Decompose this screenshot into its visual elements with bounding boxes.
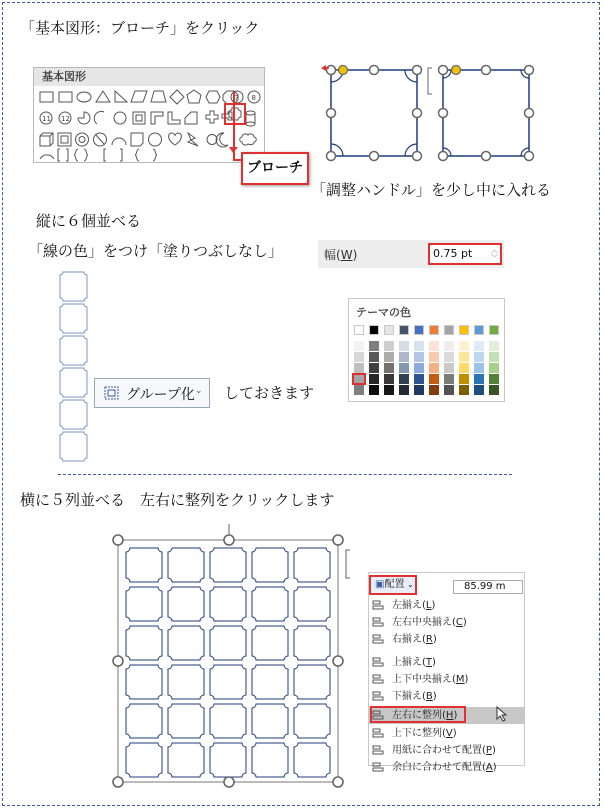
- menu-item-label: 上揃え(T): [392, 657, 436, 668]
- align-icon: [372, 761, 384, 773]
- color-swatch[interactable]: [459, 325, 469, 335]
- color-swatch[interactable]: [399, 385, 409, 395]
- grid-shape: [126, 743, 162, 777]
- color-swatch[interactable]: [459, 363, 469, 373]
- grid-shape: [252, 587, 288, 621]
- plus-icon: [206, 111, 218, 123]
- menu-item-2[interactable]: [369, 631, 524, 648]
- adjust-handle-note: 「調整ハンドル」を少し中に入れる: [311, 181, 552, 199]
- menu-item-label: 用紙に合わせて配置(P): [392, 745, 496, 756]
- trapezoid-icon: [151, 91, 166, 102]
- grid-shape: [294, 587, 330, 621]
- grid-shape: [126, 704, 162, 738]
- grid-shape: [168, 743, 204, 777]
- color-swatch[interactable]: [414, 325, 424, 335]
- align-icon: [372, 616, 384, 628]
- menu-item-label: 余白に合わせて配置(A): [392, 762, 497, 773]
- color-swatch[interactable]: [444, 385, 454, 395]
- color-swatch[interactable]: [444, 341, 454, 351]
- color-swatch[interactable]: [399, 374, 409, 384]
- color-swatch[interactable]: [459, 341, 469, 351]
- right-brace-icon: [153, 149, 157, 161]
- brooch-tooltip: ブローチ: [241, 152, 309, 185]
- folded-corner-icon: [131, 133, 143, 146]
- cube-icon: [40, 133, 53, 146]
- menu-item-0[interactable]: [369, 597, 524, 614]
- color-swatch[interactable]: [429, 363, 439, 373]
- align-icon: [372, 633, 384, 645]
- align-icon: [372, 690, 384, 702]
- l-shape-icon: [168, 112, 180, 124]
- grid-shape: [294, 665, 330, 699]
- frame-icon: [133, 112, 145, 124]
- line-width-label: 幅(W): [324, 248, 358, 262]
- group-button-label: グループ化: [126, 387, 195, 403]
- grid-shape: [210, 665, 246, 699]
- color-swatch[interactable]: [354, 385, 364, 395]
- heart-icon: [169, 133, 182, 145]
- group-icon: [103, 385, 121, 401]
- color-swatch[interactable]: [384, 352, 394, 362]
- grid-shape: [126, 548, 162, 582]
- spin-arrows-icon[interactable]: ︿ ﹀: [491, 246, 498, 262]
- color-swatch[interactable]: [459, 352, 469, 362]
- color-swatch[interactable]: [384, 341, 394, 351]
- text-box-icon: [40, 92, 53, 102]
- color-swatch[interactable]: [399, 352, 409, 362]
- color-swatch[interactable]: [414, 385, 424, 395]
- menu-item-5[interactable]: [369, 688, 524, 705]
- color-swatch[interactable]: [459, 374, 469, 384]
- align-icon: [372, 673, 384, 685]
- grid-shape: [252, 626, 288, 660]
- menu-item-label: 下揃え(B): [392, 691, 437, 702]
- menu-item-label: 左右に整列(H): [392, 710, 458, 721]
- brooch-shape-before: [318, 58, 430, 162]
- color-swatch[interactable]: [474, 385, 484, 395]
- grid-shape: [252, 548, 288, 582]
- color-swatch[interactable]: [354, 341, 364, 351]
- color-swatch[interactable]: [354, 325, 364, 335]
- color-swatch[interactable]: [474, 374, 484, 384]
- color-swatch[interactable]: [474, 341, 484, 351]
- grid-shape: [168, 548, 204, 582]
- parallelogram-icon: [131, 91, 147, 102]
- size-input[interactable]: 85.99 m: [453, 580, 523, 594]
- align-icon: [372, 656, 384, 668]
- grid-shape: [294, 548, 330, 582]
- arc-icon: [40, 155, 54, 159]
- color-swatch[interactable]: [489, 363, 499, 373]
- section3-heading: 横に５列並べる 左右に整列をクリックします: [20, 491, 335, 509]
- color-swatch[interactable]: [414, 341, 424, 351]
- color-swatch[interactable]: [369, 363, 379, 373]
- color-swatch[interactable]: [369, 341, 379, 351]
- color-swatch[interactable]: [429, 325, 439, 335]
- group-button[interactable]: [94, 378, 210, 408]
- diamond-icon: [170, 90, 184, 104]
- double-bracket-icon: [58, 149, 68, 161]
- color-swatch[interactable]: [489, 374, 499, 384]
- half-frame-icon: [151, 112, 163, 124]
- grid-shape: [252, 665, 288, 699]
- color-swatch[interactable]: [474, 325, 484, 335]
- line-color-note: 「線の色」をつけ「塗りつぶしなし」: [28, 242, 284, 260]
- palette-title: テーマの色: [356, 306, 411, 319]
- align-icon: [372, 727, 384, 739]
- theme-color-palette: [348, 298, 505, 402]
- oval-icon: [77, 92, 91, 102]
- menu-item-4[interactable]: [369, 671, 524, 688]
- color-swatch[interactable]: [384, 385, 394, 395]
- color-swatch[interactable]: [429, 385, 439, 395]
- align-icon: [372, 744, 384, 756]
- smiley-icon: [149, 133, 162, 146]
- menu-item-label: 右揃え(R): [392, 634, 437, 645]
- after-group-text: しておきます: [224, 384, 315, 402]
- vertical-text-box-icon: [59, 92, 72, 102]
- left-bracket-icon: [104, 149, 106, 161]
- donut-icon: [76, 133, 89, 146]
- left-brace-icon: [135, 149, 139, 161]
- color-swatch[interactable]: [459, 385, 469, 395]
- grid-shape: [294, 704, 330, 738]
- chevron-down-icon: ⌄: [404, 580, 414, 589]
- triangle-icon: [96, 91, 110, 102]
- color-swatch[interactable]: [489, 385, 499, 395]
- gallery-label-8: 8: [251, 94, 256, 102]
- grid-shapes-selection: [112, 524, 352, 790]
- color-swatch[interactable]: [474, 352, 484, 362]
- color-swatch[interactable]: [489, 325, 499, 335]
- grid-shape: [126, 587, 162, 621]
- color-swatch[interactable]: [474, 363, 484, 373]
- color-swatch[interactable]: [384, 374, 394, 384]
- color-swatch[interactable]: [369, 385, 379, 395]
- grid-shape: [210, 587, 246, 621]
- color-swatch[interactable]: [444, 374, 454, 384]
- color-swatch[interactable]: [399, 363, 409, 373]
- color-swatch[interactable]: [489, 341, 499, 351]
- align-icon: [372, 599, 384, 611]
- grid-shape: [252, 743, 288, 777]
- menu-item-label: 左揃え(L): [392, 600, 436, 611]
- brooch-shape-after: [423, 58, 543, 162]
- grid-shape: [210, 626, 246, 660]
- chevron-down-icon: ⌄: [195, 386, 203, 396]
- lightning-icon: [188, 133, 198, 146]
- shape-gallery-title: 基本図形: [34, 68, 264, 86]
- color-swatch[interactable]: [369, 325, 379, 335]
- menu-item-label: 左右中央揃え(C): [392, 617, 467, 628]
- arrange-vertical-text: 縦に６個並べる: [36, 212, 142, 230]
- menu-item-8[interactable]: [369, 742, 524, 759]
- color-swatch[interactable]: [429, 352, 439, 362]
- color-swatch[interactable]: [354, 352, 364, 362]
- color-swatch[interactable]: [414, 363, 424, 373]
- grid-shape: [168, 587, 204, 621]
- grid-shape: [210, 743, 246, 777]
- vertical-shape-stack: [58, 270, 92, 466]
- color-swatch[interactable]: [399, 325, 409, 335]
- grid-shape: [294, 626, 330, 660]
- selected-color-swatch[interactable]: [352, 373, 366, 385]
- menu-item-3[interactable]: [369, 654, 524, 671]
- menu-item-label: 上下に整列(V): [392, 728, 457, 739]
- grid-shape: [210, 704, 246, 738]
- grid-shape: [126, 626, 162, 660]
- menu-item-9[interactable]: [369, 759, 524, 773]
- grid-shape: [168, 665, 204, 699]
- teardrop-icon: [114, 112, 126, 124]
- grid-shape: [294, 743, 330, 777]
- diagonal-stripe-icon: [185, 112, 197, 124]
- double-brace-icon: [74, 149, 88, 161]
- line-width-input[interactable]: 0.75 pt ︿ ﹀: [428, 243, 502, 265]
- line-width-control: [318, 240, 504, 268]
- color-swatch[interactable]: [429, 374, 439, 384]
- menu-item-7[interactable]: [369, 725, 524, 742]
- color-swatch[interactable]: [369, 374, 379, 384]
- color-swatch[interactable]: [429, 341, 439, 351]
- move-arrow-icon: [321, 65, 326, 71]
- arrange-button[interactable]: ▣配置 ⌄: [369, 575, 417, 595]
- grid-shape: [168, 704, 204, 738]
- bracket-icon: [340, 548, 356, 582]
- grid-shape: [252, 704, 288, 738]
- color-swatch[interactable]: [414, 374, 424, 384]
- palette-top-row: [354, 325, 504, 337]
- color-swatch[interactable]: [354, 363, 364, 373]
- bevel-icon: [58, 133, 71, 146]
- grid-shape: [168, 626, 204, 660]
- menu-item-label: 上下中央揃え(M): [392, 674, 469, 685]
- color-swatch[interactable]: [384, 363, 394, 373]
- sun-icon: [207, 135, 217, 145]
- gallery-label-12: 12: [61, 115, 70, 123]
- hexagon-icon: [206, 91, 220, 103]
- grid-shape: [126, 665, 162, 699]
- gallery-label-11: 11: [42, 115, 51, 123]
- arrange-icon: ▣: [375, 579, 385, 590]
- adjust-handle-icon: [339, 66, 348, 75]
- color-swatch[interactable]: [489, 352, 499, 362]
- color-swatch[interactable]: [384, 325, 394, 335]
- section-separator: [58, 474, 512, 475]
- highlight-box: [370, 706, 466, 723]
- palette-shade-rows: [354, 341, 504, 399]
- mouse-cursor-icon: [496, 706, 508, 722]
- right-triangle-icon: [115, 91, 127, 102]
- color-swatch[interactable]: [414, 352, 424, 362]
- color-swatch[interactable]: [444, 363, 454, 373]
- pentagon-icon: [187, 90, 201, 103]
- color-swatch[interactable]: [444, 352, 454, 362]
- right-bracket-icon: [120, 149, 122, 161]
- grid-shape: [210, 548, 246, 582]
- gallery-label-7: 7: [234, 94, 239, 102]
- chord-icon: [94, 111, 104, 124]
- color-swatch[interactable]: [444, 325, 454, 335]
- menu-item-1[interactable]: [369, 614, 524, 631]
- section1-heading: 「基本図形：ブローチ」をクリック: [20, 19, 260, 37]
- color-swatch[interactable]: [399, 341, 409, 351]
- pie-icon: [78, 112, 90, 124]
- arrange-dropdown-menu: [368, 572, 525, 773]
- block-arc-icon: [112, 138, 126, 145]
- color-swatch[interactable]: [369, 352, 379, 362]
